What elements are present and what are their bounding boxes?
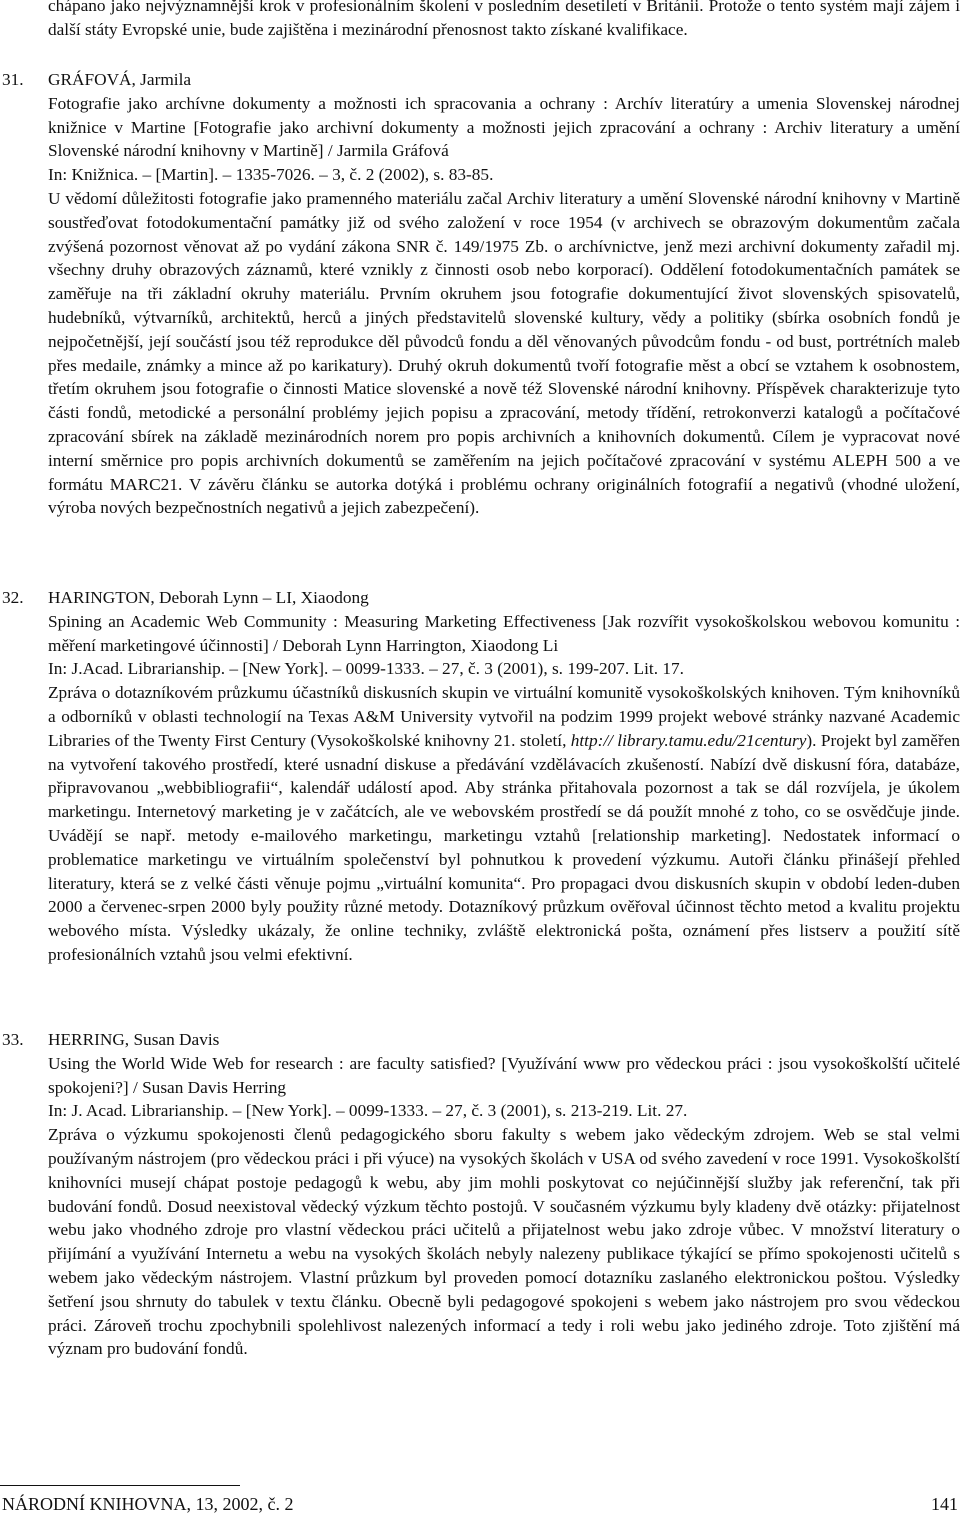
entry-number: 32. [2, 588, 24, 607]
entry-number: 33. [2, 1030, 24, 1049]
abstract-part: Zpráva o dotazníkovém průzkumu účastníků diskusních skupin ve virtuální komunitě vysokoškolských knihoven. Tým knihovníků a odborníků v oblasti technologií na Texas A&M University vytvořil na podzim 1999 projekt webové stránky nazvané Academic Libraries of the Twenty First Century (Vysokoškolské knihovny 21. století, [48, 683, 960, 750]
entry-source: In: Knižnica. – [Martin]. – 1335-7026. – 3, č. 2 (2002), s. 83-85. [48, 165, 494, 185]
bibliography-entry-31 [0, 68, 960, 520]
entry-body [48, 586, 960, 967]
entry-body [48, 68, 960, 520]
bibliography-entry-32 [0, 586, 960, 967]
entry-title: Using the World Wide Web for research : are faculty satisfied? [Využívání www pro vědeckou práci : jsou vysokoškolští učitelé spokojeni?] / Susan Davis Herring [48, 1053, 960, 1097]
entry-source: In: J. Acad. Librarianship. – [New York]. – 0099-1333. – 27, č. 3 (2001), s. 213-219. Lit. 27. [48, 1101, 688, 1121]
page-number: 141 [931, 1494, 958, 1514]
entry-number: 31. [2, 70, 24, 89]
entry-body [48, 1028, 960, 1361]
entry-title: Spining an Academic Web Community : Measuring Marketing Effectiveness [Jak rozvířit vysokoškolskou webovou komunitu : měření marketingové účinnosti] / Deborah Lynn Harrington, Xiaodong Li [48, 611, 960, 655]
entry-title: Fotografie jako archívne dokumenty a možnosti ich spracovania a ochrany : Archív literatúry a umenia Slovenskej národnej knižnice v Martine [Fotografie jako archivní dokumenty a možnosti jejich zpracování a ochrany : Archiv literatury a umění Slovenské národní knihovny v Martině] / Jarmila Gráfová [48, 93, 960, 161]
entry-author: GRÁFOVÁ, Jarmila [48, 70, 192, 89]
entry-abstract [48, 681, 960, 967]
bibliography-entry-33 [0, 1028, 960, 1361]
entry-source: In: J.Acad. Librarianship. – [New York]. – 0099-1333. – 27, č. 3 (2001), s. 199-207. Lit. 17. [48, 659, 684, 679]
project-url-link[interactable]: http:// library.tamu.edu/21century [570, 730, 807, 750]
journal-citation: NÁRODNÍ KNIHOVNA, 13, 2002, č. 2 [2, 1494, 294, 1514]
footer-divider [0, 1485, 240, 1486]
abstract-part: ). Projekt byl zaměřen na vytvoření takového prostředí, které usnadní diskuse a předávání vzdělávacích zkušeností. Nabízí dvě diskusní fóra, databáze, připravovanou „webbibliografii“, kalendář událostí apod. Aby stránka přitahovala pozornost a tak se dál rozvíjela, je úkolem marketingu. Internetový marketing je v začátcích, ale ve webovském prostředí se dá použít mnohé z toho, co se osvědčuje jinde. Uvádějí se např. metody e-mailového marketingu, marketingu vztahů [relationship marketing]. Nedostatek informací o problematice marketingu ve virtuálním společenství byl pohnutkou k provedení výzkumu. Autoři článku přinášejí přehled literatury, která se z velké části věnuje pojmu „virtuální komunita“. Pro propagaci dvou diskusních skupin v období leden-duben 2000 a červenec-srpen 2000 byly použity různé metody. Dotazníkový průzkum ověřoval účinnost těchto metod a kvalitu projektu webového místa. Výsledky ukázaly, že online techniky, zvláště elektronická pošta, oznámení přes listserv a použití sítě profesionálních vztahů jsou velmi efektivní. [48, 730, 960, 964]
entry-author: HERRING, Susan Davis [48, 1030, 220, 1049]
entry-abstract: U vědomí důležitosti fotografie jako pramenného materiálu začal Archiv literatury a umění Slovenské národní knihovny v Martině soustřeďovat fotodokumentační památky již od svého založení v roce 1954 (v archivech se obrazovým dokumentům začala zvýšená pozornost věnovat až po vydání zákona SNR č. 149/1975 Zb. o archívnictve, jenž mezi archivní dokumenty zařadil mj. všechny druhy obrazových záznamů, které vznikly z činnosti osob nebo korporací). Oddělení fotodokumentačních památek se zaměřuje na tři základní okruhy materiálu. Prvním okruhem jsou fotografie dokumentující život slovenských spisovatelů, hudebníků, výtvarníků, architektů, herců a jiných představitelů slovenské kultury, vědy a politiky (sbírka osobních fondů je nejpočetnější, její součástí jsou též reprodukce děl původců fondu a děl věnovaných původcům fondu - od bust, portrétních maleb přes medaile, známky a mince až po karikatury). Druhý okruh dokumentů tvoří fotografie měst a obcí se vztahem k osobnostem, třetím okruhem jsou fotografie o činnosti Matice slovenské a nově též Slovenské národní knihovny. Příspěvek charakterizuje tyto části fondů, metodické a personální problémy jejich popisu a zpracování, metody třídění, retrokonverzi katalogů a počítačové zpracování sbírek na základě mezinárodních norem pro popis archivních a knihovních dokumentů. Cílem je vypracovat nové interní směrnice pro popis archivních dokumentů se zaměřením na jejich počítačové zpracování v systému ALEPH 500 a ve formátu MARC21. V závěru článku se autorka dotýká i problému ochrany originálních fotografií a negativů (vhodné uložení, výroba nových bezpečnostních negativů a jejich zabezpečení). [48, 188, 960, 518]
intro-paragraph: chápano jako nejvýznamnější krok v profesionálním školení v posledním desetiletí v Británii. Protože o tento systém mají zájem i další státy Evropské unie, bude zajištěna i mezinárodní přenosnost takto získané kvalifikace. [48, 0, 960, 39]
entry-abstract: Zpráva o výzkumu spokojenosti členů pedagogického sboru fakulty s webem jako vědeckým zdrojem. Web se stal velmi používaným nástrojem (pro vědeckou práci i při výuce) na vysokých školách v USA od svého zavedení v roce 1991. Vysokoškolští knihovníci musejí chápat postoje pedagogů k webu, aby jim mohli poskytovat co nejúčinnější služby jak referenční, tak při budování fondů. Dosud neexistoval vědecký výzkum těchto postojů. V současném výzkumu byly kladeny dvě otázky: přijatelnost webu jako vhodného zdroje pro vlastní vědeckou práci učitelů a přijatelnost webu jako zdroje vůbec. V množství literatury o přijímání a využívání Internetu a webu na vysokých školách nebyly nalezeny publikace týkající se přímo spokojenosti učitelů s webem jako vědeckým nástrojem. Vlastní průzkum byl proveden pomocí dotazníku zaslaného elektronickou poštou. Výsledky šetření jsou shrnuty do tabulek v textu článku. Obecně byli pedagogové spokojeni s webem jako nástrojem pro svou vědeckou práci. Zároveň trochu zpochybnili spolehlivost nalezených informací a tedy i roli webu jako jediného zdroje. Toto zjištění má význam pro budování fondů. [48, 1125, 960, 1359]
entry-author: HARINGTON, Deborah Lynn – LI, Xiaodong [48, 588, 369, 607]
